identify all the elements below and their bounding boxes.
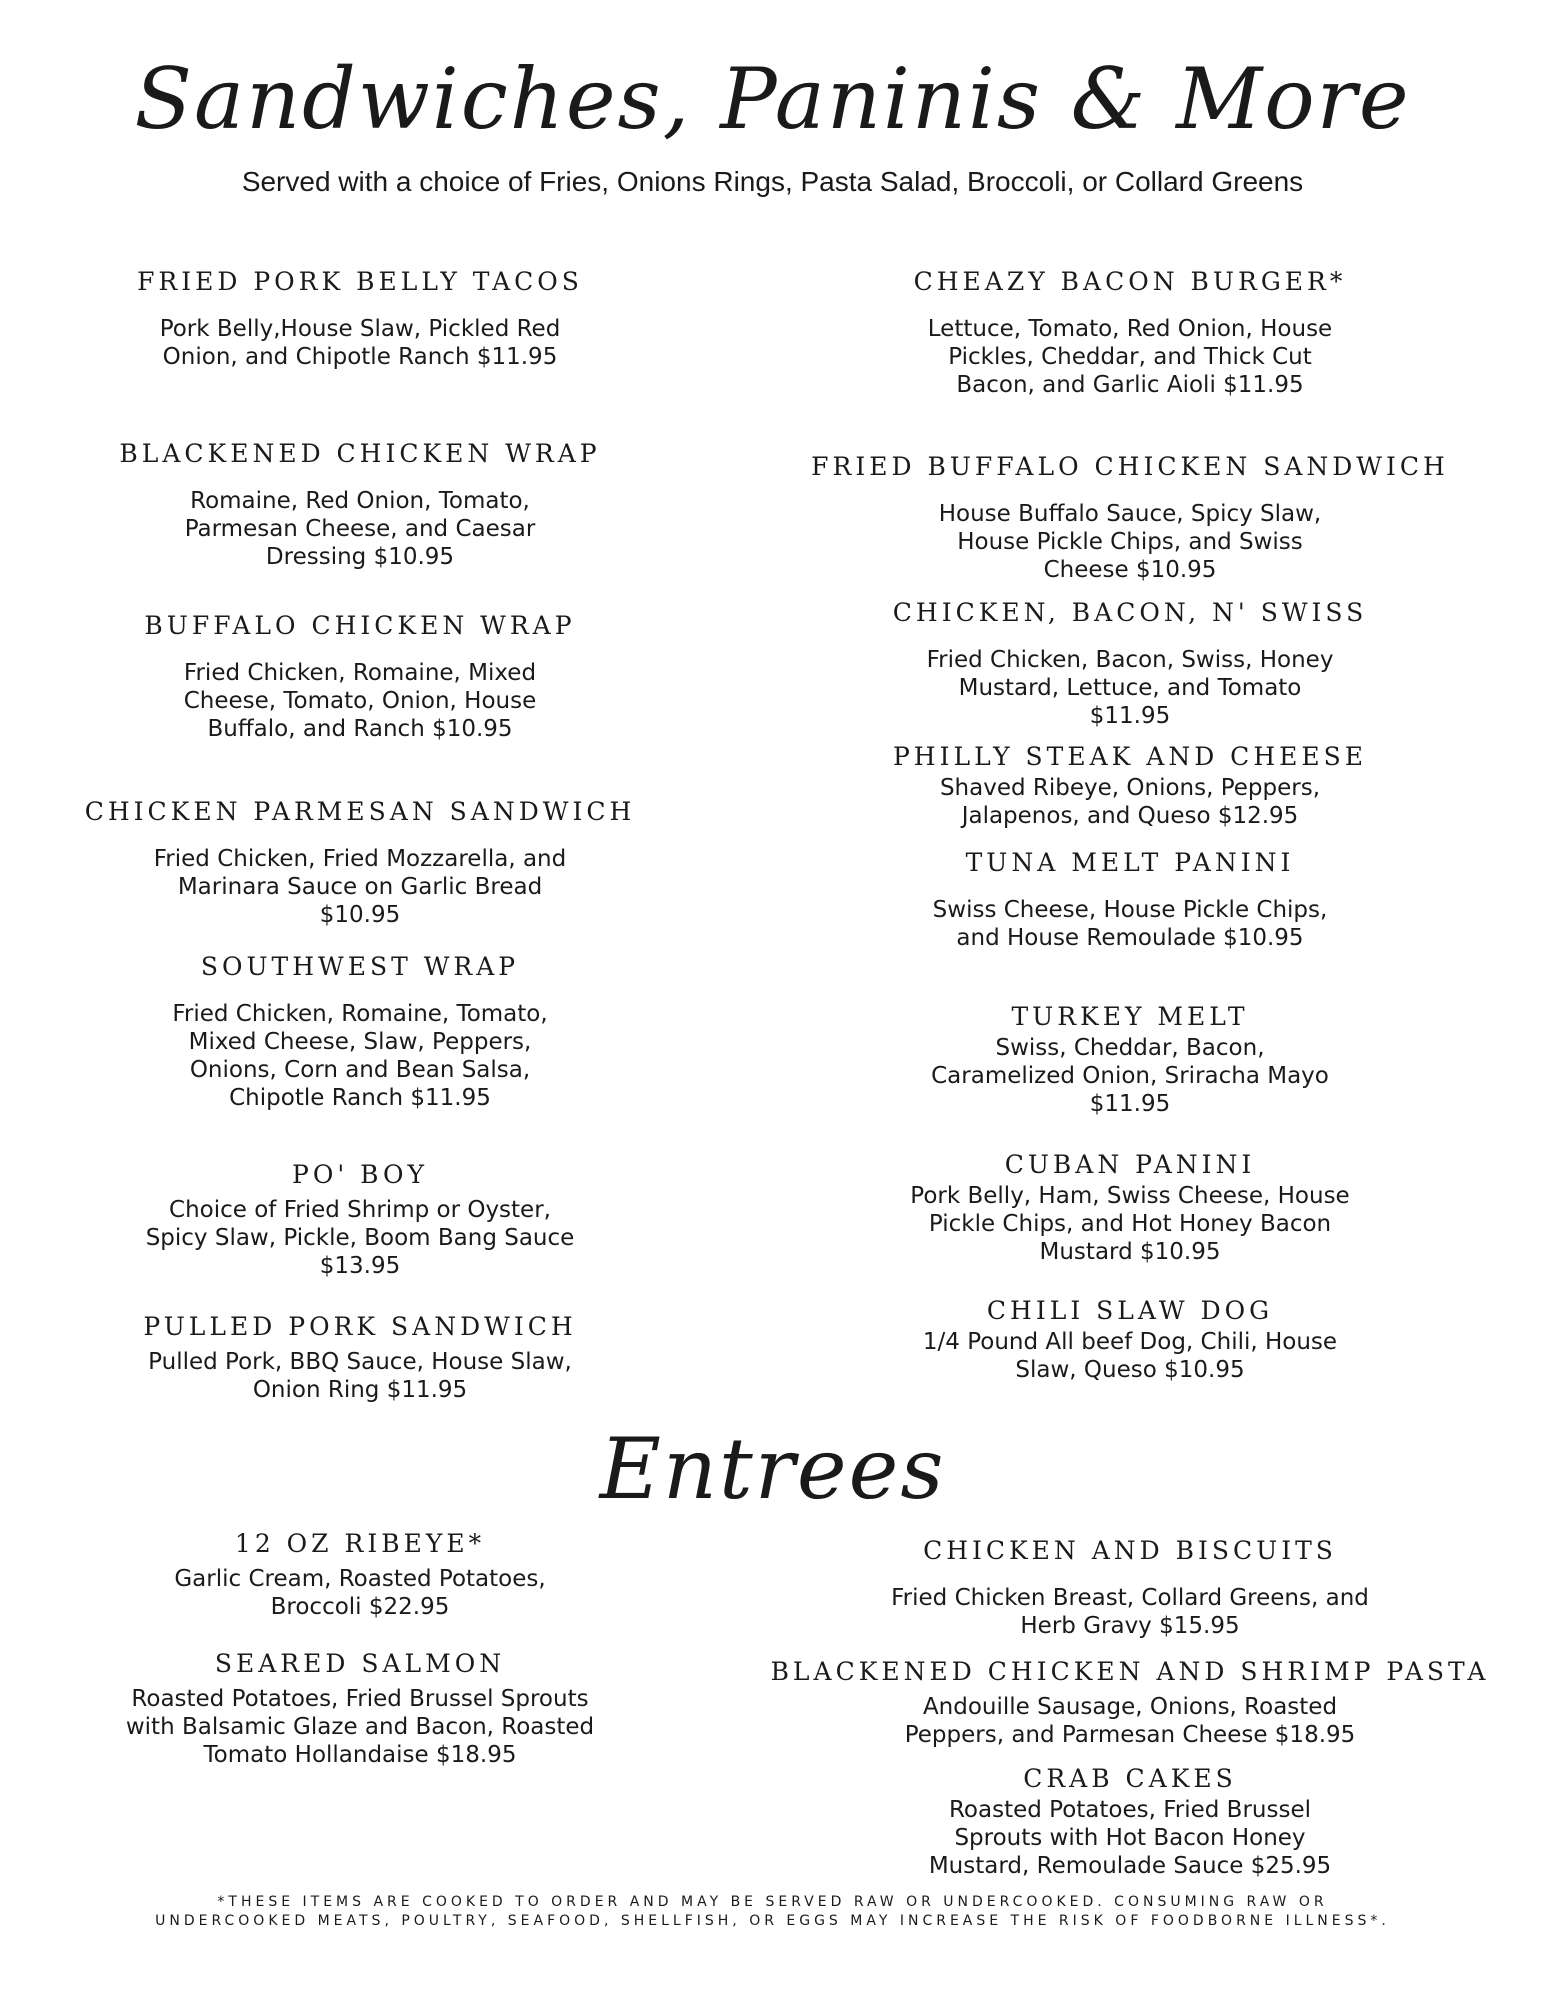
item-name: SOUTHWEST WRAP (200, 952, 520, 981)
item-name: PO' BOY (292, 1160, 428, 1189)
menu-item (0, 265, 720, 371)
item-name: FRIED PORK BELLY TACOS (137, 267, 583, 296)
menu-item (770, 596, 1490, 730)
menu-item (0, 1527, 720, 1621)
menu-item (0, 1310, 720, 1404)
menu-item (0, 609, 720, 743)
menu-item (770, 1762, 1490, 1880)
item-description: Swiss Cheese, House Pickle Chips, and House Remoulade $10.95 (932, 897, 1328, 951)
item-description: Roasted Potatoes, Fried Brussel Sprouts with Balsamic Glaze and Bacon, Roasted Tomato Hollandaise $18.95 (125, 1686, 595, 1768)
item-name: CHILI SLAW DOG (986, 1296, 1274, 1325)
item-name: TUNA MELT PANINI (965, 848, 1295, 877)
item-name: 12 OZ RIBEYE* (234, 1529, 486, 1558)
item-description: Pork Belly,House Slaw, Pickled Red Onion, and Chipotle Ranch $11.95 (159, 316, 561, 370)
item-name: BLACKENED CHICKEN WRAP (119, 439, 601, 468)
item-description: Roasted Potatoes, Fried Brussel Sprouts with Hot Bacon Honey Mustard, Remoulade Sauce $25.95 (928, 1797, 1332, 1879)
menu-item (0, 950, 720, 1112)
item-description: Fried Chicken, Bacon, Swiss, Honey Mustard, Lettuce, and Tomato $11.95 (926, 647, 1334, 729)
item-description: Choice of Fried Shrimp or Oyster, Spicy Slaw, Pickle, Boom Bang Sauce $13.95 (145, 1197, 575, 1279)
item-description: Pulled Pork, BBQ Sauce, House Slaw, Onion Ring $11.95 (148, 1349, 572, 1403)
food-safety-disclaimer: *THESE ITEMS ARE COOKED TO ORDER AND MAY BE SERVED RAW OR UNDERCOOKED. CONSUMING RAW OR UNDERCOOKED MEATS, POULTRY, SEAFOOD, SHELLFISH, OR EGGS MAY INCREASE THE RISK OF FOODBORNE ILLNESS*. (155, 1894, 1390, 1929)
menu-item (0, 795, 720, 929)
menu-item (0, 1158, 720, 1280)
section-title-entrees: Entrees (599, 1420, 946, 1518)
item-name: CRAB CAKES (1023, 1764, 1237, 1793)
menu-item (770, 1655, 1490, 1749)
menu-item (770, 1000, 1490, 1118)
menu-item (0, 437, 720, 571)
item-description: Shaved Ribeye, Onions, Peppers, Jalapenos, and Queso $12.95 (939, 775, 1321, 829)
page-title: Sandwiches, Paninis & More (134, 50, 1411, 148)
menu-item (770, 846, 1490, 952)
item-description: Garlic Cream, Roasted Potatoes, Broccoli $22.95 (174, 1566, 546, 1620)
item-name: BLACKENED CHICKEN AND SHRIMP PASTA (770, 1657, 1490, 1686)
menu-item (770, 265, 1490, 399)
item-name: CUBAN PANINI (1004, 1150, 1256, 1179)
item-name: BUFFALO CHICKEN WRAP (144, 611, 576, 640)
item-description: Swiss, Cheddar, Bacon, Caramelized Onion, Sriracha Mayo $11.95 (931, 1035, 1329, 1117)
menu-item (0, 1647, 720, 1769)
menu-item (770, 1148, 1490, 1266)
menu-item (770, 1294, 1490, 1384)
item-name: PULLED PORK SANDWICH (143, 1312, 577, 1341)
item-name: TURKEY MELT (1011, 1002, 1249, 1031)
item-description: Fried Chicken, Romaine, Mixed Cheese, Tomato, Onion, House Buffalo, and Ranch $10.95 (183, 660, 537, 742)
item-name: CHICKEN AND BISCUITS (923, 1536, 1337, 1565)
item-description: Fried Chicken, Romaine, Tomato, Mixed Cheese, Slaw, Peppers, Onions, Corn and Bean Salsa, Chipotle Ranch $11.95 (172, 1001, 548, 1111)
item-name: CHICKEN PARMESAN SANDWICH (84, 797, 636, 826)
item-description: Andouille Sausage, Onions, Roasted Peppers, and Parmesan Cheese $18.95 (904, 1694, 1356, 1748)
item-description: Romaine, Red Onion, Tomato, Parmesan Cheese, and Caesar Dressing $10.95 (184, 488, 536, 570)
menu-item (770, 1534, 1490, 1640)
item-name: FRIED BUFFALO CHICKEN SANDWICH (811, 452, 1449, 481)
item-description: Fried Chicken, Fried Mozzarella, and Marinara Sauce on Garlic Bread $10.95 (153, 846, 567, 928)
item-name: CHICKEN, BACON, N' SWISS (892, 598, 1368, 627)
item-description: 1/4 Pound All beef Dog, Chili, House Slaw, Queso $10.95 (922, 1329, 1338, 1383)
menu-item (770, 450, 1490, 584)
item-name: SEARED SALMON (214, 1649, 506, 1678)
item-description: Lettuce, Tomato, Red Onion, House Pickles, Cheddar, and Thick Cut Bacon, and Garlic Aioli $11.95 (927, 316, 1333, 398)
menu-item (770, 740, 1490, 830)
item-name: CHEAZY BACON BURGER* (913, 267, 1347, 296)
page-subtitle: Served with a choice of Fries, Onions Rings, Pasta Salad, Broccoli, or Collard Greens (241, 166, 1304, 197)
item-description: House Buffalo Sauce, Spicy Slaw, House Pickle Chips, and Swiss Cheese $10.95 (938, 501, 1322, 583)
item-description: Fried Chicken Breast, Collard Greens, and Herb Gravy $15.95 (891, 1585, 1369, 1639)
item-name: PHILLY STEAK AND CHEESE (892, 742, 1367, 771)
item-description: Pork Belly, Ham, Swiss Cheese, House Pickle Chips, and Hot Honey Bacon Mustard $10.95 (910, 1183, 1350, 1265)
